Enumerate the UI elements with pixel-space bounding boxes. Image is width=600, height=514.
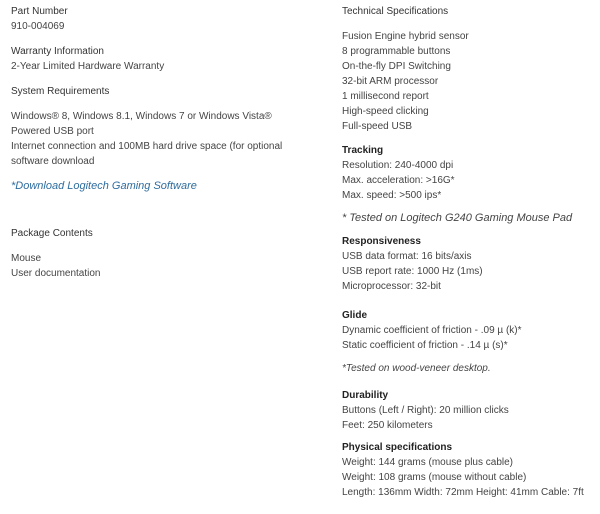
system-requirements-heading: System Requirements (11, 86, 110, 97)
tracking-list (342, 158, 598, 203)
list-item: Static coefficient of friction - .14 µ (s)* (342, 340, 508, 351)
technical-specs-list (342, 29, 598, 134)
right-column (342, 4, 598, 500)
list-item: USB report rate: 1000 Hz (1ms) (342, 266, 483, 277)
warranty-value: 2-Year Limited Hardware Warranty (11, 61, 165, 72)
system-requirements-list (11, 109, 311, 169)
list-item: On-the-fly DPI Switching (342, 61, 451, 72)
list-item: Resolution: 240-4000 dpi (342, 160, 454, 171)
list-item: Max. acceleration: >16G* (342, 175, 455, 186)
download-software-link[interactable]: *Download Logitech Gaming Software (11, 180, 197, 192)
list-item: Powered USB port (11, 126, 94, 137)
list-item: USB data format: 16 bits/axis (342, 251, 472, 262)
list-item: High-speed clicking (342, 106, 429, 117)
durability-heading: Durability (342, 390, 389, 401)
list-item: Windows® 8, Windows 8.1, Windows 7 or Windows Vista® (11, 111, 272, 122)
part-number-value: 910-004069 (11, 21, 65, 32)
list-item: Feet: 250 kilometers (342, 420, 433, 431)
list-item: Max. speed: >500 ips* (342, 190, 442, 201)
list-item: Dynamic coefficient of friction - .09 µ (k)* (342, 325, 522, 336)
list-item: Fusion Engine hybrid sensor (342, 31, 469, 42)
physical-specs-list (342, 455, 598, 500)
list-item: 32-bit ARM processor (342, 76, 439, 87)
list-item: Weight: 108 grams (mouse without cable) (342, 472, 527, 483)
glide-list (342, 323, 598, 353)
package-contents-list (11, 251, 311, 281)
list-item: software download (11, 156, 95, 167)
warranty-heading: Warranty Information (11, 46, 104, 57)
list-item: 1 millisecond report (342, 91, 429, 102)
responsiveness-list (342, 249, 598, 294)
package-contents-heading: Package Contents (11, 228, 93, 239)
list-item: User documentation (11, 268, 101, 279)
list-item: Internet connection and 100MB hard drive space (for optional (11, 141, 283, 152)
left-column (11, 4, 311, 281)
responsiveness-heading: Responsiveness (342, 236, 421, 247)
tracking-heading: Tracking (342, 145, 384, 156)
durability-list (342, 403, 598, 433)
technical-specs-heading: Technical Specifications (342, 6, 449, 17)
list-item: Full-speed USB (342, 121, 413, 132)
list-item: Length: 136mm Width: 72mm Height: 41mm Cable: 7ft (342, 487, 584, 498)
list-item: 8 programmable buttons (342, 46, 451, 57)
glide-footnote: *Tested on wood-veneer desktop. (342, 363, 491, 374)
list-item: Microprocessor: 32-bit (342, 281, 441, 292)
list-item: Mouse (11, 253, 42, 264)
list-item: Weight: 144 grams (mouse plus cable) (342, 457, 514, 468)
physical-specs-heading: Physical specifications (342, 442, 453, 453)
part-number-heading: Part Number (11, 6, 68, 17)
list-item: Buttons (Left / Right): 20 million clicks (342, 405, 509, 416)
tracking-footnote: * Tested on Logitech G240 Gaming Mouse Pad (342, 212, 573, 224)
glide-heading: Glide (342, 310, 368, 321)
